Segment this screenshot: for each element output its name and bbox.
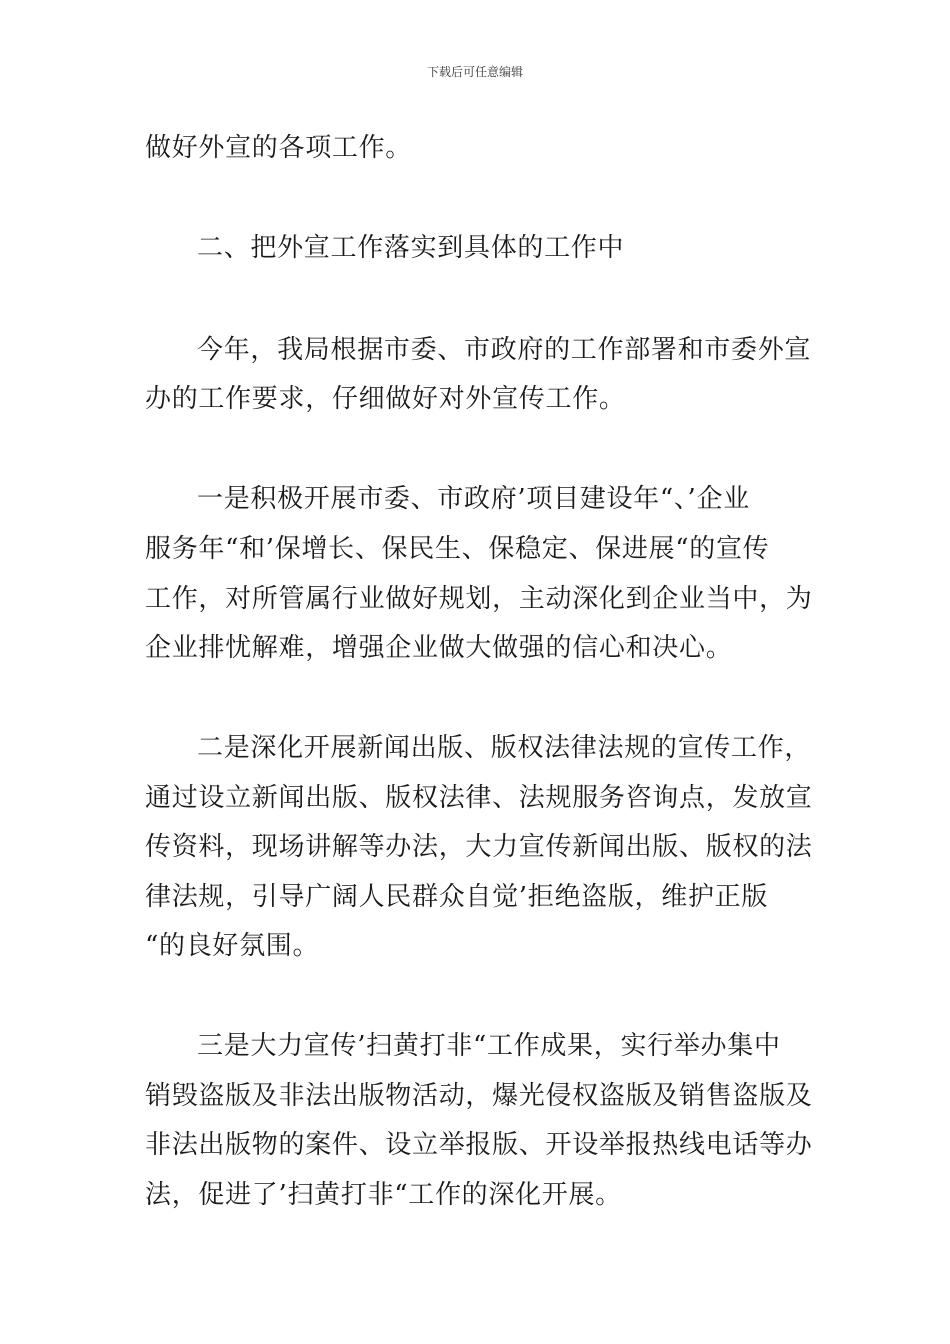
paragraph-line: 三是大力宣传’扫黄打非“工作成果，实行举办集中 <box>197 1031 781 1061</box>
paragraph-line: 一是积极开展市委、市政府’项目建设年“、’企业 <box>197 484 750 514</box>
paragraph-line: 今年，我局根据市委、市政府的工作部署和市委外宣 <box>197 335 812 365</box>
section-heading: 二、把外宣工作落实到具体的工作中 <box>197 233 625 263</box>
paragraph-line: 律法规，引导广阔人民群众自觉’拒绝盗版，维护正版 <box>145 882 769 912</box>
paragraph-line: 二是深化开展新闻出版、版权法律法规的宣传工作， <box>197 733 812 763</box>
paragraph-line: 法，促进了’扫黄打非“工作的深化开展。 <box>145 1180 622 1210</box>
paragraph-line: 企业排忧解难，增强企业做大做强的信心和决心。 <box>145 633 733 663</box>
paragraph-line: 销毁盗版及非法出版物活动，爆光侵权盗版及销售盗版及 <box>145 1081 813 1111</box>
paragraph-line: “的良好氛围。 <box>145 931 320 961</box>
paragraph-line: 通过设立新闻出版、版权法律、法规服务咨询点，发放宣 <box>145 783 813 813</box>
page-header: 下载后可任意编辑 <box>426 65 523 79</box>
paragraph-line: 传资料，现场讲解等办法，大力宣传新闻出版、版权的法 <box>145 832 813 862</box>
paragraph-line: 办的工作要求，仔细做好对外宣传工作。 <box>145 384 626 414</box>
paragraph-line: 非法出版物的案件、设立举报版、开设举报热线电话等办 <box>145 1130 813 1160</box>
paragraph-line: 工作，对所管属行业做好规划，主动深化到企业当中，为 <box>145 584 813 614</box>
paragraph-line: 服务年“和’保增长、保民生、保稳定、保进展“的宣传 <box>145 534 770 564</box>
paragraph-line: 做好外宣的各项工作。 <box>145 133 413 163</box>
